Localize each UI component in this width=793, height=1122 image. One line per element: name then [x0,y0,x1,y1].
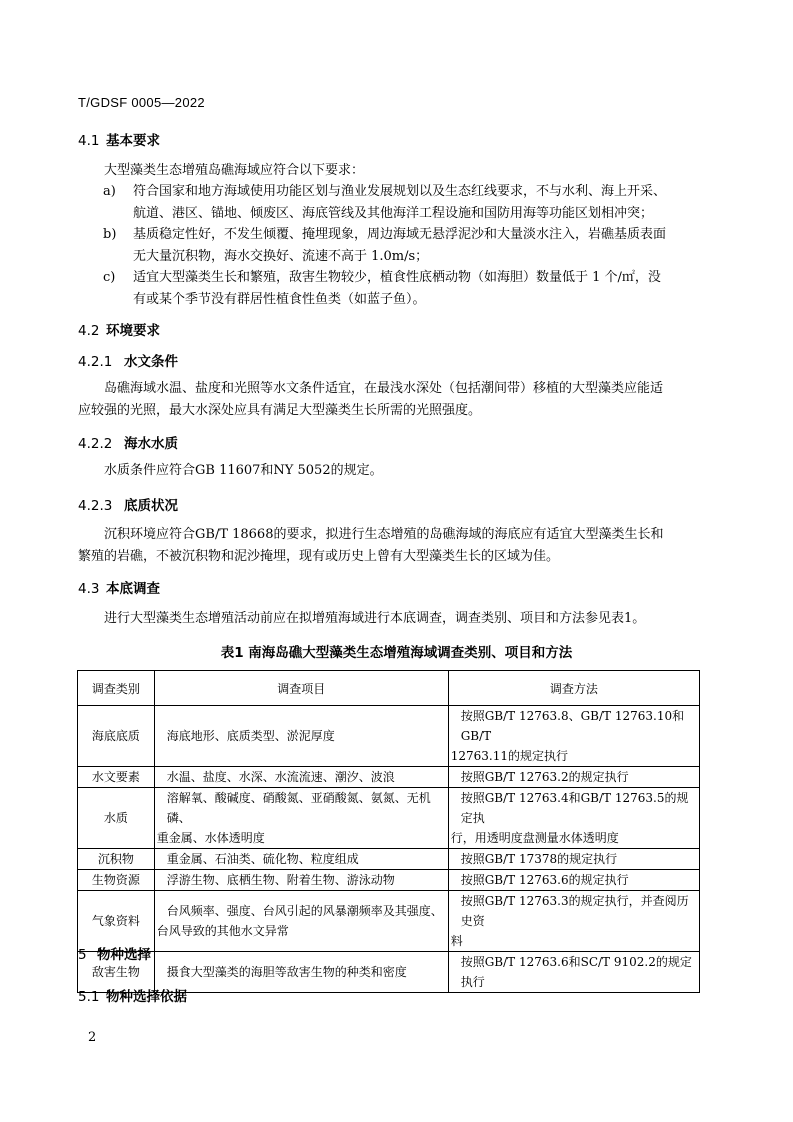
table-row [78,870,700,891]
method-cell [448,891,699,952]
survey-table [77,670,700,993]
heading-4-3 [78,577,160,597]
header-cell: 调查方法 [448,671,699,706]
heading-4-2-3 [78,494,178,514]
standard-code: T/GDSF 0005—2022 [78,95,205,110]
method-line: 按照GB/T 12763.6和SC/T 9102.2的规定执行 [460,955,692,989]
list-item-b-line-2: 无大量沉积物，海水交换好、流速不高于 1.0m/s； [133,249,429,264]
method-cell [448,706,699,767]
items-cell [154,767,448,788]
heading-title: 本底调查 [106,581,160,597]
list-marker: a) [103,184,116,199]
method-line: 料 [450,934,463,948]
heading-title: 环境要求 [106,323,160,339]
method-cell [448,767,699,788]
heading-number: 5 [78,947,87,963]
heading-number: 4.2 [78,323,100,339]
table-row [78,788,700,849]
list-item-c-line-1: 适宜大型藻类生长和繁殖，敌害生物较少，植食性底栖动物（如海胆）数量低于 1 个/㎡，没 [133,270,661,285]
paragraph-line: 岛礁海域水温、盐度和光照等水文条件适宜，在最浅水深处（包括潮间带）移植的大型藻类应能适 [104,381,664,396]
heading-5-1 [78,985,187,1005]
items-line: 溶解氧、酸碱度、硝酸氮、亚硝酸氮、氨氮、无机磷、 [166,791,431,825]
method-line: 按照GB/T 12763.4和GB/T 12763.5的规定执 [460,791,689,825]
paragraph-line: 进行大型藻类生态增殖活动前应在拟增殖海域进行本底调查，调查类别、项目和方法参见表1。 [104,611,646,626]
paragraph-line: 应较强的光照，最大水深处应具有满足大型藻类生长所需的光照强度。 [78,403,482,418]
table-row [78,767,700,788]
heading-number: 4.2.2 [78,436,113,452]
paragraph-line: 沉积环境应符合GB/T 18668的要求，拟进行生态增殖的岛礁海域的海底应有适宜大型藻类生长和 [104,527,664,542]
method-line: 按照GB/T 12763.8、GB/T 12763.10和GB/T [460,709,685,743]
paragraph-line: 繁殖的岩礁，不被沉积物和泥沙掩埋，现有或历史上曾有大型藻类生长的区域为佳。 [78,549,560,564]
items-cell [154,849,448,870]
list-item-a-line-1: 符合国家和地方海域使用功能区划与渔业发展规划以及生态红线要求，不与水利、海上开采、 [133,184,667,199]
method-line: 按照GB/T 12763.3的规定执行，并查阅历史资 [460,894,689,928]
heading-4-2 [78,319,160,339]
category-cell: 敌害生物 [78,952,155,993]
table-row [78,891,700,952]
heading-title: 底质状况 [124,498,178,514]
list-item-a-line-2: 航道、港区、锚地、倾废区、海底管线及其他海洋工程设施和国防用海等功能区划相冲突； [133,206,654,221]
items-cell [154,870,448,891]
method-line: 按照GB/T 12763.2的规定执行 [460,770,629,784]
category-cell: 气象资料 [78,891,155,952]
paragraph-intro: 大型藻类生态增殖岛礁海域应符合以下要求： [104,163,365,178]
heading-number: 4.3 [78,581,100,597]
items-line: 水温、盐度、水深、水流流速、潮汐、波浪 [166,770,395,784]
items-line: 重金属、石油类、硫化物、粒度组成 [166,852,359,866]
table-row [78,849,700,870]
category-cell: 水质 [78,788,155,849]
list-item-b-line-1: 基质稳定性好，不发生倾覆、掩埋现象，周边海域无悬浮泥沙和大量淡水注入，岩礁基质表面 [133,227,667,242]
category-cell: 沉积物 [78,849,155,870]
items-cell [154,952,448,993]
items-line: 台风频率、强度、台风引起的风暴潮频率及其强度、 [166,904,443,918]
table-header-row [78,671,700,706]
category-cell: 海底底质 [78,706,155,767]
method-cell [448,849,699,870]
method-cell [448,952,699,993]
items-line: 摄食大型藻类的海胆等敌害生物的种类和密度 [166,965,407,979]
list-marker: c) [103,270,116,285]
heading-title: 物种选择 [97,947,151,963]
method-line: 行，用透明度盘测量水体透明度 [450,831,619,845]
heading-number: 4.1 [78,133,100,149]
items-line: 浮游生物、底栖生物、附着生物、游泳动物 [166,873,395,887]
table-caption: 表1 南海岛礁大型藻类生态增殖海域调查类别、项目和方法 [220,645,573,661]
heading-title: 基本要求 [106,133,160,149]
method-cell [448,870,699,891]
heading-4-1 [78,129,160,149]
heading-title: 物种选择依据 [106,989,187,1005]
heading-4-2-1 [78,350,178,370]
category-cell: 水文要素 [78,767,155,788]
items-line: 台风导致的其他水文异常 [156,924,289,938]
table-row [78,706,700,767]
heading-4-2-2 [78,432,178,452]
items-cell [154,891,448,952]
method-line: 按照GB/T 12763.6的规定执行 [460,873,629,887]
items-cell [154,706,448,767]
list-item-c-line-2: 有或某个季节没有群居性植食性鱼类（如蓝子鱼）。 [133,292,426,307]
header-cell: 调查类别 [78,671,155,706]
heading-title: 海水水质 [124,436,178,452]
items-line: 重金属、水体透明度 [156,831,265,845]
method-line: 12763.11的规定执行 [450,749,568,763]
heading-title: 水文条件 [124,354,178,370]
heading-number: 4.2.3 [78,498,113,514]
category-cell: 生物资源 [78,870,155,891]
heading-5 [78,943,151,963]
items-line: 海底地形、底质类型、淤泥厚度 [166,729,335,743]
page-number: 2 [88,1030,97,1045]
method-line: 按照GB/T 17378的规定执行 [460,852,618,866]
items-cell [154,788,448,849]
header-cell: 调查项目 [154,671,448,706]
paragraph-line: 水质条件应符合GB 11607和NY 5052的规定。 [104,463,383,478]
heading-number: 5.1 [78,989,100,1005]
list-marker: b) [103,227,117,242]
method-cell [448,788,699,849]
heading-number: 4.2.1 [78,354,113,370]
